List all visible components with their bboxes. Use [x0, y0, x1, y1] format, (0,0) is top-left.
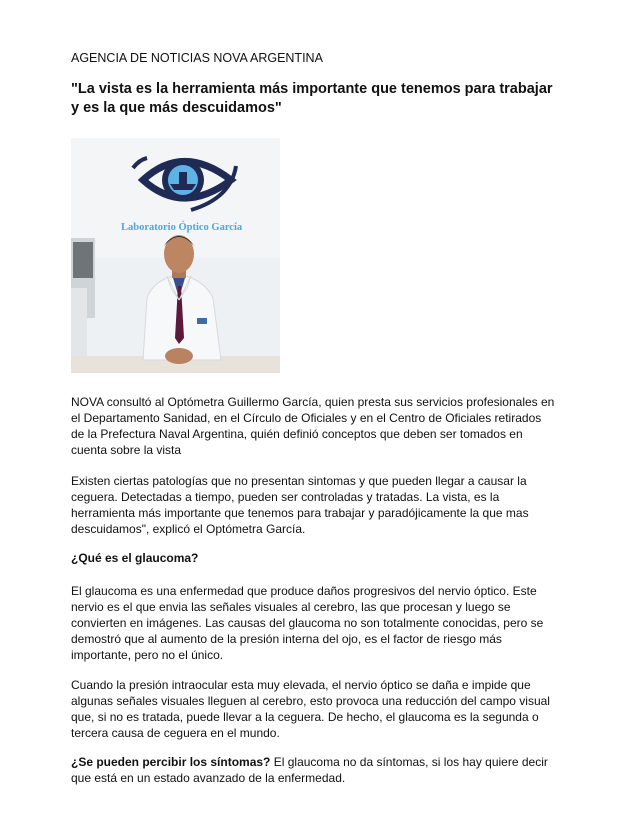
paragraph-quote: Existen ciertas patologías que no presentan sintomas y que pueden llegar a causar la ceguera. Detectadas a tiempo, pueden ser controladas y tratadas. La vista, es la herramienta más importante que tenemos para trabajar y paradójicamente la que mas descuidamos", explicó el Optómetra García. — [71, 474, 529, 536]
paragraph-intraocular-pressure: Cuando la presión intraocular esta muy elevada, el nervio óptico se daña e impide que algunas señales visuales lleguen al cerebro, esto provoca una reducción del campo visual que, si no es tratada, puede llevar a la ceguera. De hecho, el glaucoma es la segunda o tercera causa de ceguera en el mundo. — [71, 678, 550, 740]
symptoms-answer: El glaucoma no da síntomas, si los hay quiere decir que está en un estado avanzado de la enfermedad. — [71, 755, 548, 785]
article-photo — [71, 138, 280, 373]
headline: "La vista es la herramienta más importante que tenemos para trabajar y es la que más descuidamos" — [71, 81, 553, 116]
paragraph-glaucoma-definition: El glaucoma es una enfermedad que produce daños progresivos del nervio óptico. Este nervio es el que envia las señales visuales al cerebro, las que procesan y luego se convierten en imágenes. Las causas del glaucoma no son totalmente conocidas, pero se demostró que al aumento de la presión interna del ojo, es el factor de riesgo más importante, pero no el único. — [71, 584, 544, 662]
section-heading-glaucoma: ¿Qué es el glaucoma? — [71, 551, 199, 565]
paragraph-symptoms — [71, 754, 556, 786]
logo-text: Laboratorio Óptico García — [121, 222, 243, 233]
symptoms-question: ¿Se pueden percibir los síntomas? — [71, 755, 271, 769]
paragraph-intro: NOVA consultó al Optómetra Guillermo García, quien presta sus servicios profesionales en el Departamento Sanidad, en el Círculo de Oficiales y en el Centro de Oficiales retirados de la Prefectura Naval Argentina, quién definió conceptos que deben ser tomados en cuenta sobre la vista — [71, 395, 555, 457]
agency-name: AGENCIA DE NOTICIAS NOVA ARGENTINA — [71, 51, 323, 65]
